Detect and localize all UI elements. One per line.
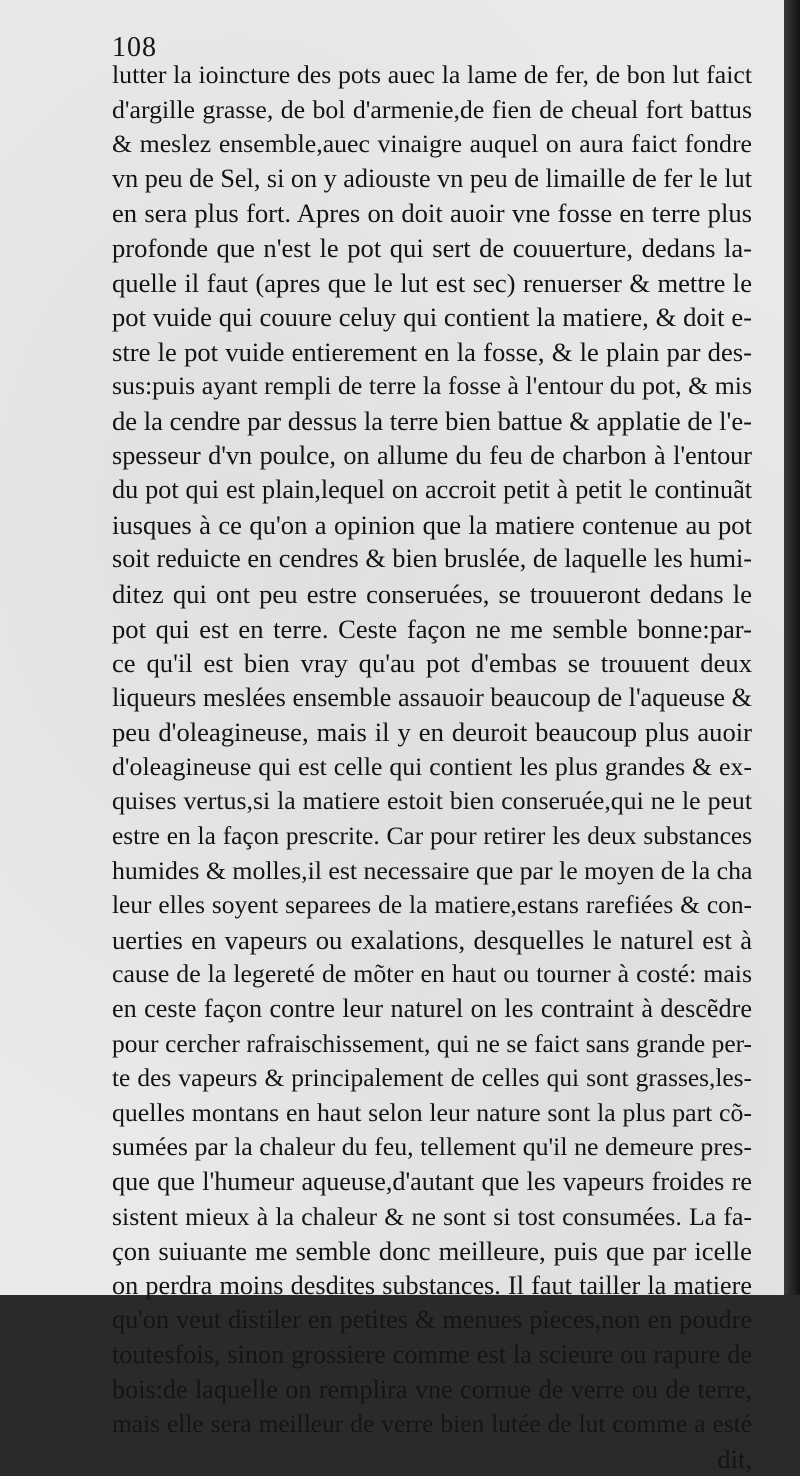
text-line: liqueurs meslées ensemble assauoir beaucoup de l'aqueuse & (112, 682, 752, 712)
text-line: sumées par la chaleur du feu, tellement qu'il ne demeure pres- (112, 1132, 752, 1162)
text-line: quises vertus,si la matiere estoit bien conseruée,qui ne le peut (112, 786, 752, 816)
text-line: de la cendre par dessus la terre bien battue & applatie de l'e- (112, 405, 752, 436)
text-line: estre en la façon prescrite. Car pour retirer les deux substances (112, 822, 752, 851)
book-gutter-shadow (784, 0, 800, 1295)
text-line: d'argille grasse, de bol d'armenie,de fien de cheual fort battus (112, 94, 752, 124)
text-line: ditez qui ont peu estre conseruées, se trouueront dedans le (112, 578, 752, 609)
text-line: te des vapeurs & principalement de celles qui sont grasses,les- (112, 1064, 752, 1093)
text-line: & meslez ensemble,auec vinaigre auquel on aura faict fondre (112, 129, 752, 159)
text-line: sistent mieux à la chaleur & ne sont si tost consumées. La fa- (112, 1201, 752, 1231)
text-line: uerties en vapeurs ou exalations, desquelles le naturel est à (112, 924, 752, 955)
text-line: quelle il faut (apres que le lut est sec) renuerser & mettre le (112, 267, 752, 298)
text-line: du pot qui est plain,lequel on accroit petit à petit le continuãt (112, 475, 752, 505)
text-line: stre le pot vuide entierement en la fosse, & le plain par des- (112, 336, 752, 367)
text-line: qu'on veut distiler en petites & menues pieces,non en poudre (112, 1305, 752, 1335)
text-line: pot qui est en terre. Ceste façon ne me semble bonne:par- (112, 613, 752, 644)
text-line: en sera plus fort. Apres on doit auoir vne fosse en terre plus (112, 198, 752, 229)
text-line: peu d'oleagineuse, mais il y en deuroit beaucoup plus auoir (112, 717, 752, 748)
text-line: quelles montans en haut selon leur nature sont la plus part cõ- (112, 1097, 752, 1127)
text-line: spesseur d'vn poulce, on allume du feu de charbon à l'entour (112, 440, 752, 470)
text-line: d'oleagineuse qui est celle qui contient les plus grandes & ex- (112, 751, 752, 781)
text-line: soit reduicte en cendres & bien bruslée, de laquelle les humi- (112, 544, 752, 574)
catchword: dit, (717, 1443, 752, 1474)
text-line: leur elles soyent separees de la matiere,estans rarefiées & con- (112, 891, 752, 920)
text-line: mais elle sera meilleur de verre bien lutée de lut comme a esté (112, 1410, 752, 1439)
text-line: que que l'humeur aqueuse,d'autant que les vapeurs froides re (112, 1167, 752, 1196)
text-line: cause de la legereté de mõter en haut ou tourner à costé: mais (112, 959, 752, 989)
text-line: pour cercher rafraischissement, qui ne se faict sans grande per- (112, 1029, 752, 1058)
text-line: toutesfois, sinon grossiere comme est la scieure ou rapure de (112, 1339, 752, 1369)
text-line: vn peu de Sel, si on y adiouste vn peu de limaille de fer le lut (112, 163, 752, 193)
body-text (112, 58, 752, 1476)
text-line: iusques à ce qu'on a opinion que la matiere contenue au pot (112, 509, 752, 540)
text-line: lutter la ioincture des pots auec la lame de fer, de bon lut faict (112, 60, 752, 89)
text-line: bois:de laquelle on remplira vne cornue de verre ou de terre, (112, 1374, 752, 1404)
page-number: 108 (112, 32, 157, 63)
text-line: profonde que n'est le pot qui sert de couuerture, dedans la- (112, 232, 752, 263)
text-line: ce qu'il est bien vray qu'au pot d'embas se trouuent deux (112, 648, 752, 679)
text-line: çon suiuante me semble donc meilleure, puis que par icelle (112, 1236, 752, 1267)
text-line: on perdra moins desdites substances. Il faut tailler la matiere (112, 1270, 752, 1300)
text-line: en ceste façon contre leur naturel on les contraint à descẽdre (112, 994, 752, 1024)
text-line: pot vuide qui couure celuy qui contient la matiere, & doit e- (112, 302, 752, 333)
text-line: sus:puis ayant rempli de terre la fosse à l'entour du pot, & mis (112, 371, 752, 401)
text-line: humides & molles,il est necessaire que par le moyen de la cha (112, 855, 753, 885)
